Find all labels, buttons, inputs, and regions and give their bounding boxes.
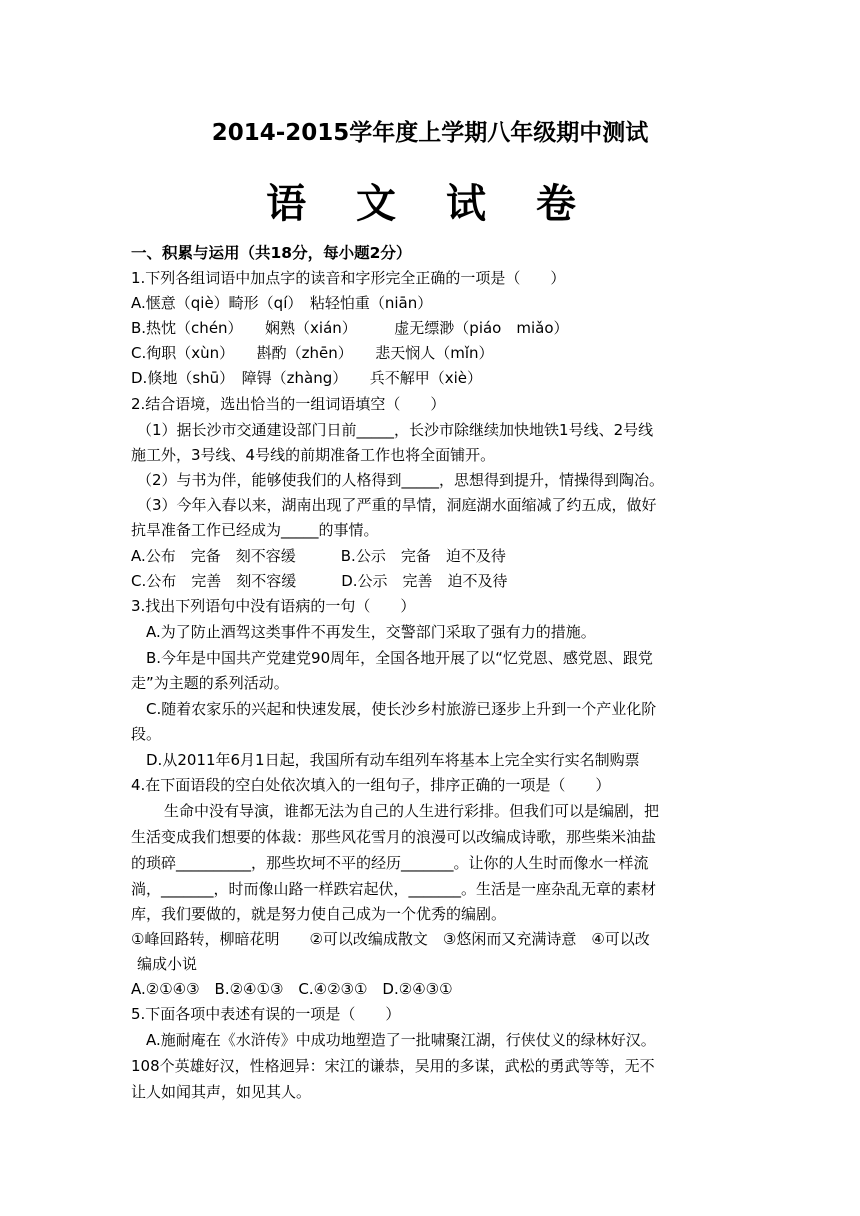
question-4-options: A.②①④③ B.②④①③ C.④②③① D.②④③① (131, 980, 453, 998)
question-5-option-a-cont: 让人如闻其声，如见其人。 (131, 1083, 312, 1101)
question-3-option-a: A.为了防止酒驾这类事件不再发生，交警部门采取了强有力的措施。 (146, 623, 596, 641)
section-heading: 一、积累与运用（共18分，每小题2分） (131, 244, 412, 262)
question-2-sentence-1-cont: 施工外，3号线、4号线的前期准备工作也将全面铺开。 (131, 446, 496, 464)
question-1-option-d: D.倏地（shū） 障锝（zhàng） 兵不解甲（xiè） (131, 369, 483, 387)
question-4-passage-line: 生活变成我们想要的体裁：那些风花雪月的浪漫可以改编成诗歌，那些柴米油盐 (131, 828, 657, 846)
question-4-stem: 4.在下面语段的空白处依次填入的一组句子，排序正确的一项是（ ） (131, 776, 611, 794)
question-4-passage-line: 淌，_______，时而像山路一样跌宕起伏，_______。生活是一座杂乱无章的素材 (131, 880, 657, 898)
question-2-sentence-3: （3）今年入春以来，湖南出现了严重的旱情，洞庭湖水面缩减了约五成，做好 (137, 496, 657, 514)
question-2-sentence-1: （1）据长沙市交通建设部门日前_____，长沙市除继续加快地铁1号线、2号线 (137, 421, 654, 439)
question-2-sentence-3-cont: 抗旱准备工作已经成为_____的事情。 (131, 521, 379, 539)
question-4-passage-line: 的琐碎__________，那些坎坷不平的经历_______。让你的人生时而像水一样流 (131, 854, 649, 872)
question-5-stem: 5.下面各项中表述有误的一项是（ ） (131, 1005, 401, 1023)
question-3-option-b: B.今年是中国共产党建党90周年，全国各地开展了以“忆党恩、感党恩、跟党 (146, 649, 653, 667)
question-3-option-c-cont: 段。 (131, 725, 162, 743)
question-2-sentence-2: （2）与书为伴，能够使我们的人格得到_____，思想得到提升，情操得到陶冶。 (137, 471, 665, 489)
question-5-option-a-cont: 108个英雄好汉，性格迥异：宋江的谦恭，吴用的多谋，武松的勇武等等，无不 (131, 1057, 655, 1075)
question-4-passage-line: 库，我们要做的，就是努力使自己成为一个优秀的编剧。 (131, 905, 507, 923)
question-2-options-cd: C.公布 完善 刻不容缓 D.公示 完善 迫不及待 (131, 572, 508, 590)
question-3-option-d: D.从2011年6月1日起，我国所有动车组列车将基本上完全实行实名制购票 (146, 751, 640, 769)
question-3-option-b-cont: 走”为主题的系列活动。 (131, 674, 289, 692)
exam-subtitle: 语 文 试 卷 (266, 181, 594, 227)
exam-title: 2014-2015学年度上学期八年级期中测试 (211, 120, 649, 146)
question-2-stem: 2.结合语境，选出恰当的一组词语填空（ ） (131, 395, 446, 413)
question-4-choices: ①峰回路转，柳暗花明 ②可以改编成散文 ③悠闲而又充满诗意 ④可以改 (131, 930, 650, 948)
question-4-passage: 生命中没有导演，谁都无法为自己的人生进行彩排。但我们可以是编剧，把 (164, 802, 660, 820)
question-4-choices-cont: 编成小说 (137, 955, 198, 973)
question-5-option-a: A.施耐庵在《水浒传》中成功地塑造了一批啸聚江湖，行侠仗义的绿林好汉。 (146, 1031, 656, 1049)
question-1-option-a: A.惬意（qiè）畸形（qí） 粘轻怕重（niān） (131, 294, 433, 312)
question-2-options-ab: A.公布 完备 刻不容缓 B.公示 完备 迫不及待 (131, 547, 506, 565)
question-1-option-b: B.热忱（chén） 娴熟（xián） 虚无缥渺（piáo miǎo） (131, 319, 569, 337)
question-1-stem: 1.下列各组词语中加点字的读音和字形完全正确的一项是（ ） (131, 269, 566, 287)
question-1-option-c: C.徇职（xùn） 斟酌（zhēn） 悲天悯人（mǐn） (131, 344, 494, 362)
question-3-stem: 3.找出下列语句中没有语病的一句（ ） (131, 597, 416, 615)
question-3-option-c: C.随着农家乐的兴起和快速发展，使长沙乡村旅游已逐步上升到一个产业化阶 (146, 700, 657, 718)
